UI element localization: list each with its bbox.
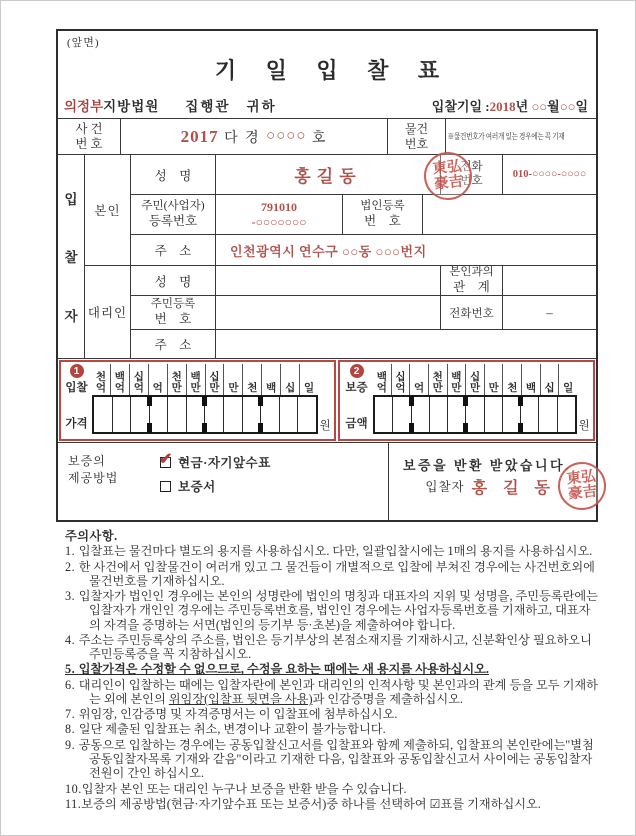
deposit-unit: 원 — [578, 420, 590, 432]
note-item: 9. 공동으로 입찰하는 경우에는 공동입찰신고서를 입찰표와 함께 제출하되, 입찰표의 본인란에는"별첨 공동입찰자목록 기재와 같음"이라고 기재한 다음, 입찰표와 공동입찰신고서 사이에는 공동입찰자 전원이 간인 하십시오. — [65, 737, 594, 781]
front-side-label: (앞면) — [67, 37, 100, 49]
digit-column-header: 백 — [522, 364, 541, 395]
bid-date-year: 2018 — [489, 99, 516, 114]
digit-column-header: 백 억 — [111, 364, 130, 395]
signature-seal-stamp — [556, 460, 609, 513]
digit-column-header: 억 — [149, 364, 168, 395]
digit-input-cell[interactable] — [261, 397, 280, 432]
digit-input-cell[interactable] — [243, 397, 262, 432]
principal-block — [85, 155, 596, 266]
form-header-row — [58, 95, 596, 118]
digit-column-header: 십 만 — [466, 364, 485, 395]
agent-relation-value[interactable] — [503, 266, 596, 295]
guarantee-method-label: 보증의 제공방법 — [68, 454, 119, 486]
item-number-label — [388, 119, 446, 154]
cautions-section — [65, 529, 602, 812]
agent-phone-value[interactable]: – — [546, 304, 553, 320]
digit-input-cell[interactable] — [448, 397, 466, 432]
principal-id-line1: 791010 — [260, 200, 297, 215]
agent-name-value[interactable] — [216, 266, 441, 295]
principal-id-line2: -○○○○○○○ — [251, 214, 307, 229]
bid-price-box — [59, 360, 336, 441]
option-guarantee-doc[interactable] — [160, 477, 384, 495]
agent-block — [85, 266, 596, 358]
bid-date — [432, 96, 588, 115]
note-item: 1. 입찰표는 물건마다 별도의 용지를 사용하십시오. 다만, 일괄입찰시에는 1매의 용지를 사용하십시오. — [65, 544, 593, 559]
principal-name-label: 성 명 — [131, 155, 216, 194]
option-cash-check[interactable] — [159, 450, 384, 471]
note-item: 4. 주소는 주민등록상의 주소를, 법인은 등기부상의 본점소재지를 기재하시고, 신분확인상 필요하오니 주민등록증을 꼭 지참하십시오. — [65, 632, 592, 662]
deposit-return-cell — [389, 443, 596, 520]
digit-input-cell[interactable] — [393, 397, 411, 432]
digit-input-cell[interactable] — [521, 397, 539, 432]
digit-input-cell[interactable] — [94, 397, 113, 432]
bidder-char-1: 입 — [64, 192, 78, 208]
checkbox-guarantee-unchecked[interactable] — [160, 481, 171, 492]
bid-date-month-suffix: 월 — [547, 99, 560, 114]
digit-input-cell[interactable] — [131, 397, 150, 432]
bid-date-month: ○○ — [531, 99, 548, 114]
agent-phone-label: 전화번호 — [441, 296, 503, 329]
digit-input-cell[interactable] — [485, 397, 503, 432]
case-year: 2017 — [180, 126, 219, 146]
amount-row — [58, 358, 596, 442]
deposit-digit-cells — [373, 395, 577, 434]
bidder-section — [58, 154, 596, 358]
option-cash-label: 현금·자기앞수표 — [178, 456, 271, 470]
note-item: 7. 위임장, 인감증명 및 자격증명서는 이 입찰표에 첨부하십시오. — [65, 707, 398, 722]
item-note-text: ※물건번호가 여러개 있는 경우에는 꼭 기재 — [447, 132, 565, 141]
principal-name-text: 홍길동 — [294, 167, 362, 186]
digit-input-cell[interactable] — [430, 397, 448, 432]
agent-id-row — [131, 296, 596, 330]
form-title: 기 일 입 찰 표 — [214, 58, 452, 83]
item-number-note — [446, 119, 596, 154]
agent-id-value[interactable] — [216, 296, 441, 329]
digit-column-header: 십 — [541, 364, 560, 395]
principal-id-label: 주민(사업자) 등록번호 — [131, 195, 216, 234]
item-label-line2: 번호 — [404, 136, 429, 151]
case-label-line1: 사 건 — [75, 121, 103, 136]
signature-bidder-label: 입찰자 — [425, 480, 465, 494]
corp-reg-value[interactable] — [423, 195, 596, 234]
digit-input-cell[interactable] — [375, 397, 393, 432]
digit-column-header: 만 — [485, 364, 504, 395]
principal-address-row — [131, 235, 596, 265]
seal-line1: 東弘 — [431, 158, 463, 178]
principal-address-label: 주 소 — [131, 235, 216, 265]
bid-price-digit-cells — [92, 395, 318, 434]
digit-column-header: 백 만 — [187, 364, 206, 395]
bid-date-day: ○○ — [559, 99, 576, 114]
case-number-value[interactable] — [121, 119, 388, 154]
red-checkmark-icon: ✔ — [159, 450, 173, 468]
digit-column-header: 백 만 — [448, 364, 467, 395]
note-item: 10.입찰자 본인 또는 대리인 누구나 보증을 반환 받을 수 있습니다. — [65, 781, 407, 796]
note-item: 8. 일단 제출된 입찰표는 취소, 변경이나 교환이 불가능합니다. — [65, 722, 386, 737]
agent-id-label: 주민등록 번 호 — [131, 296, 216, 329]
digit-column-header: 일 — [304, 383, 315, 395]
agent-address-label: 주 소 — [131, 330, 216, 358]
principal-phone-label: 전화 번호 — [441, 155, 503, 194]
court-recipient — [64, 95, 277, 115]
digit-column-header: 십 만 — [206, 364, 225, 395]
seal-line2: 豪吉 — [567, 483, 598, 503]
checkbox-cash-checked[interactable] — [159, 450, 173, 468]
digit-input-cell[interactable] — [298, 397, 316, 432]
agent-name-row — [131, 266, 596, 296]
digit-column-header: 천 만 — [168, 364, 187, 395]
digit-input-cell[interactable] — [168, 397, 187, 432]
guarantee-row — [58, 442, 596, 520]
digit-input-cell[interactable] — [503, 397, 521, 432]
note-item: 2. 한 사건에서 입찰물건이 여러개 있고 그 물건들이 개별적으로 입찰에 부쳐진 경우에는 사건번호외에 물건번호를 기재하십시오. — [65, 559, 595, 588]
bid-form-box — [56, 29, 598, 522]
principal-phone-text: 010-○○○○-○○○○ — [512, 169, 587, 180]
seal-line1: 東弘 — [565, 468, 597, 488]
agent-role-label: 대리인 — [85, 266, 131, 358]
signature-bidder-name: 홍 길 동 — [471, 479, 556, 497]
note-item: 5. 입찰가격은 수정할 수 없으므로, 수정을 요하는 때에는 새 용지를 사용하십시오. — [65, 662, 489, 677]
badge-2-icon: 2 — [350, 364, 364, 378]
agent-address-row — [131, 330, 596, 358]
digit-column-header: 천 만 — [429, 364, 448, 395]
digit-column-header: 천 억 — [92, 364, 111, 395]
digit-column-header: 십 억 — [392, 364, 411, 395]
digit-input-cell[interactable] — [224, 397, 243, 432]
bid-date-year-suffix: 년 — [515, 99, 532, 114]
digit-column-header: 천 — [243, 364, 262, 395]
digit-input-cell[interactable] — [466, 397, 484, 432]
case-suffix: 호 — [306, 130, 328, 146]
case-number-circles: ○○○○ — [266, 128, 307, 144]
agent-address-value[interactable] — [216, 330, 596, 358]
digit-column-header: 백 억 — [373, 364, 392, 395]
cautions-title: 주의사항. — [65, 529, 118, 543]
note-item: 3. 입찰자가 법인인 경우에는 본인의 성명란에 법인의 명칭과 대표자의 지위 및 성명을, 주민등록란에는 입찰자가 개인인 경우에는 주민등록번호를, 법인인 경우에는 사업자등록번호를 기재하고, 대표자의 자격을 증명하는 서면(법인의 등기부 등·초본)을 제출하여야 합니다. — [65, 589, 598, 632]
digit-column-header: 십 억 — [130, 364, 149, 395]
digit-column-header: 백 — [262, 364, 281, 395]
agent-relation-label: 본인과의 관 계 — [441, 266, 503, 295]
principal-address-text: 인천광역시 연수구 ○○동 ○○○번지 — [230, 243, 427, 259]
court-name-black: 지방법원 — [103, 99, 160, 114]
cautions-list — [65, 544, 602, 811]
digit-input-cell[interactable] — [187, 397, 206, 432]
bidder-vertical-label — [58, 155, 85, 358]
badge-1-icon: 1 — [70, 364, 84, 378]
bid-price-label — [61, 362, 92, 439]
bid-date-label: 입찰기일 — [431, 99, 483, 114]
principal-id-value[interactable] — [216, 195, 343, 234]
court-name-red: 의정부 — [64, 99, 104, 114]
deposit-label-line2: 금액 — [345, 418, 368, 430]
deposit-label-line1: 보증 — [345, 382, 368, 394]
case-type: 다 경 — [218, 130, 267, 146]
seal-line2: 豪吉 — [433, 173, 464, 193]
note-item: 6. 대리인이 입찰하는 때에는 입찰자란에 본인과 대리인의 인적사항 및 본인과의 관계 등을 모두 기재하는 외에 본인의 위임장(입찰표 뒷면을 사용)과 인감증명을 제출하십시오. — [65, 677, 598, 706]
digit-input-cell[interactable] — [539, 397, 557, 432]
option-guarantee-label: 보증서 — [178, 480, 216, 494]
bid-price-label-line1: 입찰 — [65, 382, 88, 394]
bidder-signature-line — [425, 462, 598, 510]
principal-name-row — [131, 155, 596, 195]
principal-address-value[interactable] — [216, 235, 596, 265]
agent-name-label: 성 명 — [131, 266, 216, 295]
principal-name-value[interactable] — [216, 155, 464, 194]
principal-phone-value[interactable] — [503, 155, 596, 194]
digit-input-cell[interactable] — [113, 397, 132, 432]
digit-column-header: 십 — [281, 364, 300, 395]
bid-price-label-line2: 가격 — [65, 418, 88, 430]
digit-column-header: 일 — [563, 383, 574, 395]
bid-date-day-suffix: 일 — [575, 99, 588, 114]
digit-column-header: 천 — [503, 364, 522, 395]
digit-input-cell[interactable] — [150, 397, 169, 432]
recipient-label: 집행관 귀하 — [185, 99, 277, 114]
note-item: 11.보증의 제공방법(현금·자기앞수표 또는 보증서)중 하나를 선택하여 ☑표를 기재하십시오. — [65, 796, 541, 811]
guarantee-method-cell — [58, 443, 389, 520]
digit-input-cell[interactable] — [412, 397, 430, 432]
corp-reg-label: 법인등록 번 호 — [343, 195, 423, 234]
deposit-return-text: 보증을 반환 받았습니다. — [403, 458, 571, 473]
bid-price-unit: 원 — [319, 420, 331, 432]
digit-input-cell[interactable] — [280, 397, 299, 432]
digit-column-header: 억 — [410, 364, 429, 395]
case-label-line2: 번 호 — [75, 136, 103, 151]
case-number-label — [58, 119, 121, 154]
digit-column-header: 만 — [224, 364, 243, 395]
digit-input-cell[interactable] — [558, 397, 575, 432]
digit-input-cell[interactable] — [205, 397, 224, 432]
bid-date-colon: : — [482, 99, 490, 114]
bid-price-digit-headers — [92, 364, 318, 395]
bidder-char-2: 찰 — [64, 250, 78, 266]
deposit-digit-headers — [373, 364, 577, 395]
principal-role-label: 본인 — [85, 155, 131, 265]
case-number-row — [58, 118, 596, 154]
deposit-box — [338, 360, 595, 441]
deposit-label — [340, 362, 373, 439]
principal-id-row — [131, 195, 596, 235]
bidder-char-3: 자 — [64, 308, 78, 324]
item-label-line1: 물건 — [404, 122, 429, 137]
